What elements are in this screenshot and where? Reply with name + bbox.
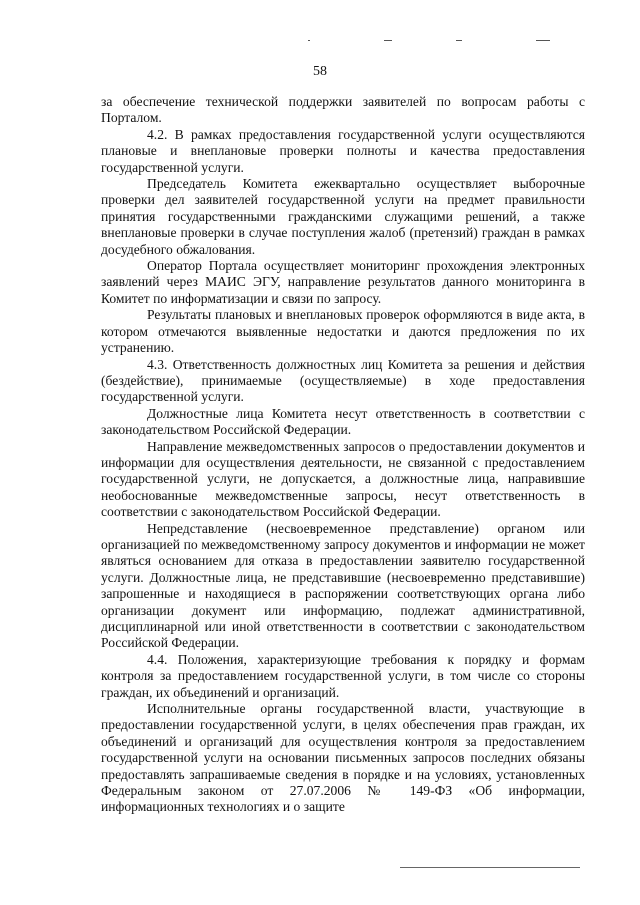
scan-artifact	[456, 40, 462, 41]
scan-artifact	[384, 40, 392, 41]
paragraph: Оператор Портала осуществляет мониторинг прохождения электронных заявлений через МАИС ЭГУ, направление результатов данного мониторинга в Комитет по информатизации и связи по запросу.	[101, 258, 585, 306]
scan-artifact	[536, 40, 550, 41]
page-number: 58	[313, 64, 327, 79]
paragraph: Председатель Комитета ежеквартально осуществляет выборочные проверки дел заявителей государственной услуги на предмет правильности принятия государственными гражданскими служащими решений, а также внеплановые проверки в случае поступления жалоб (претензий) граждан в рамках досудебного обжалования.	[101, 176, 585, 257]
paragraph: Результаты плановых и внеплановых проверок оформляются в виде акта, в котором отмечаются выявленные недостатки и даются предложения по их устранению.	[101, 307, 585, 356]
paragraph: Исполнительные органы государственной власти, участвующие в предоставлении государственной услуги, в целях обеспечения прав граждан, их объединений и организаций для осуществления контроля за предоставлением государственной услуги на основании письменных запросов последних обязаны предоставлять запрашиваемые сведения в порядке и на условиях, установленных Федеральным законом от 27.07.2006 № 149-ФЗ «Об информации, информационных технологиях и о защите	[101, 701, 585, 815]
paragraph: 4.2. В рамках предоставления государственной услуги осуществляются плановые и внеплановые проверки полноты и качества предоставления государственной услуги.	[101, 126, 585, 175]
paragraph: 4.3. Ответственность должностных лиц Комитета за решения и действия (бездействие), принимаемые (осуществляемые) в ходе предоставления государственной услуги.	[101, 356, 585, 405]
document-body	[101, 94, 585, 816]
paragraph: Непредставление (несвоевременное представление) органом или организацией по межведомственному запросу документов и информации не может являться основанием для отказа в предоставлении заявителю государственной услуги. Должностные лица, не представившие (несвоевременно представившие) запрошенные и находящиеся в распоряжении соответствующих органа либо организации документ или информацию, подлежат административной, дисциплинарной или иной ответственности в соответствии с законодательством Российской Федерации.	[101, 520, 585, 651]
paragraph: 4.4. Положения, характеризующие требования к порядку и формам контроля за предоставлением государственной услуги, в том числе со стороны граждан, их объединений и организаций.	[101, 651, 585, 700]
paragraph: Должностные лица Комитета несут ответственность в соответствии с законодательством Российской Федерации.	[101, 405, 585, 438]
paragraph: за обеспечение технической поддержки заявителей по вопросам работы с Порталом.	[101, 94, 585, 126]
paragraph: Направление межведомственных запросов о предоставлении документов и информации для осуществления деятельности, не связанной с предоставлением государственной услуги, не допускается, а должностные лица, направившие необоснованные межведомственные запросы, несут ответственность в соответствии с законодательством Российской Федерации.	[101, 438, 585, 520]
scan-artifact	[308, 40, 310, 41]
scan-artifact-line	[400, 867, 580, 868]
